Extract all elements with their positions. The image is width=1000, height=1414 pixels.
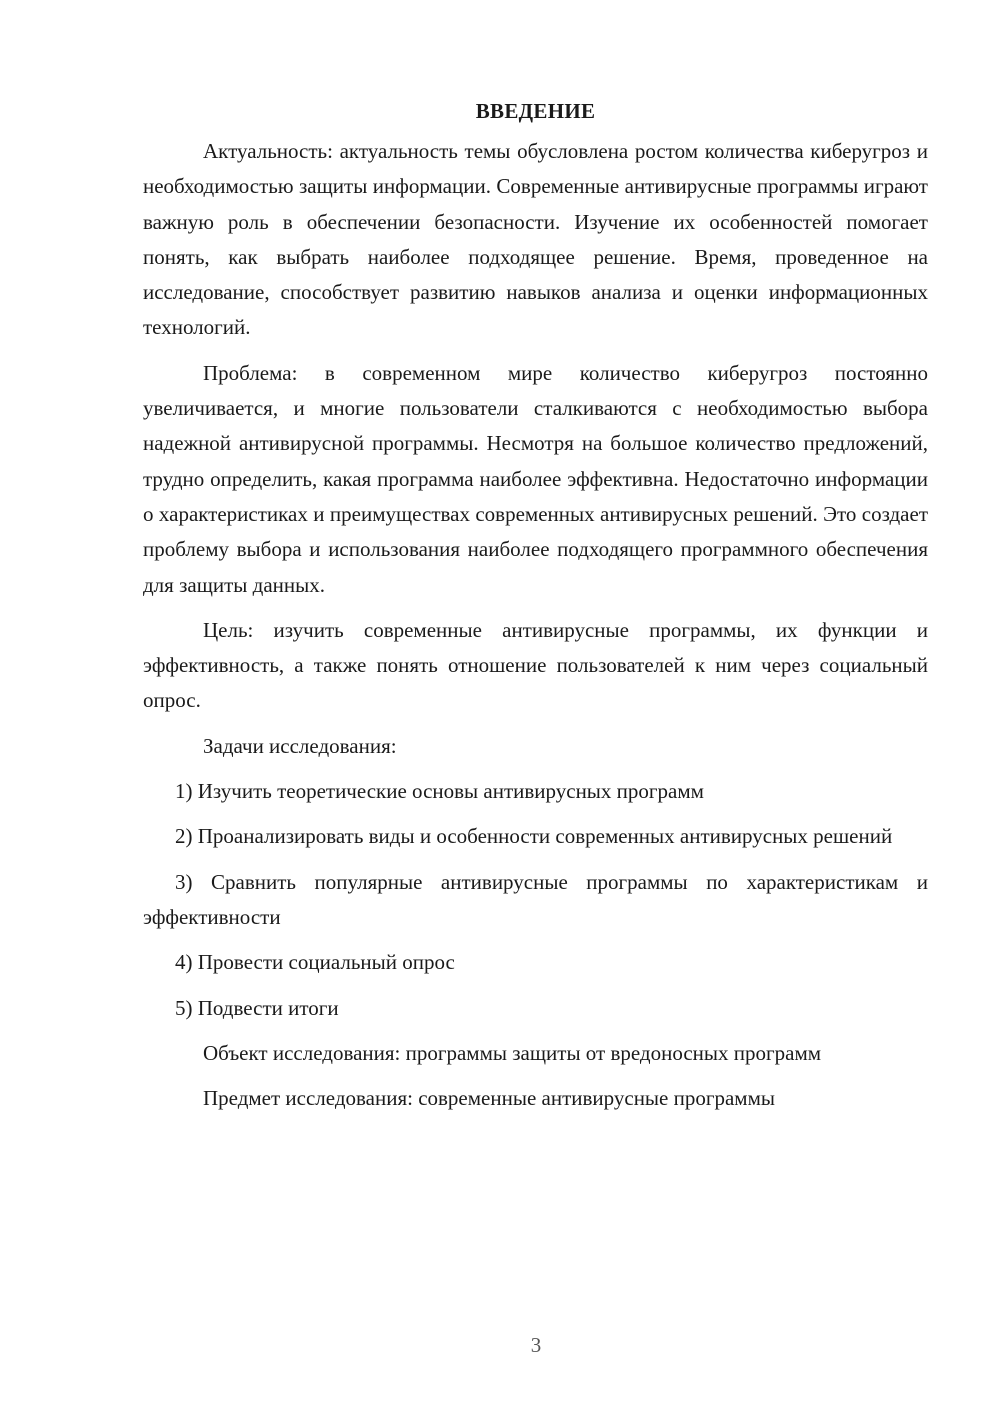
object-paragraph: Объект исследования: программы защиты от вредоносных программ (203, 1040, 822, 1065)
task-item-5: 5) Подвести итоги (175, 995, 339, 1020)
task-item-2: 2) Проанализировать виды и особенности современных антивирусных решений (175, 824, 893, 849)
relevance-paragraph: Актуальность: актуальность темы обусловлена ростом количества киберугроз и необходимостью защиты информации. Современные антивирусные программы играют важную роль в обеспечении безопасности. Изучение их особенностей помогает понять, как выбрать наиболее подходящее решение. Время, проведенное на исследование, способствует развитию навыков анализа и оценки информационных технологий. (143, 139, 928, 340)
tasks-title: Задачи исследования: (203, 733, 397, 758)
page-title: ВВЕДЕНИЕ (475, 99, 596, 123)
task-item-1: 1) Изучить теоретические основы антивирусных программ (175, 779, 704, 804)
page-content (143, 96, 928, 1126)
task-item-4: 4) Провести социальный опрос (175, 950, 455, 975)
subject-paragraph: Предмет исследования: современные антивирусные программы (203, 1086, 775, 1111)
problem-paragraph: Проблема: в современном мире количество киберугроз постоянно увеличивается, и многие пользователи сталкиваются с необходимостью выбора надежной антивирусной программы. Несмотря на большое количество предложений, трудно определить, какая программа наиболее эффективна. Недостаточно информации о характеристиках и преимуществах современных антивирусных решений. Это создает проблему выбора и использования наиболее подходящего программного обеспечения для защиты данных. (143, 360, 928, 597)
task-item-3: 3) Сравнить популярные антивирусные программы по характеристикам и эффективности (143, 869, 928, 929)
goal-paragraph: Цель: изучить современные антивирусные программы, их функции и эффективность, а также понять отношение пользователей к ним через социальный опрос. (143, 617, 928, 713)
page-number: 3 (530, 1333, 542, 1357)
